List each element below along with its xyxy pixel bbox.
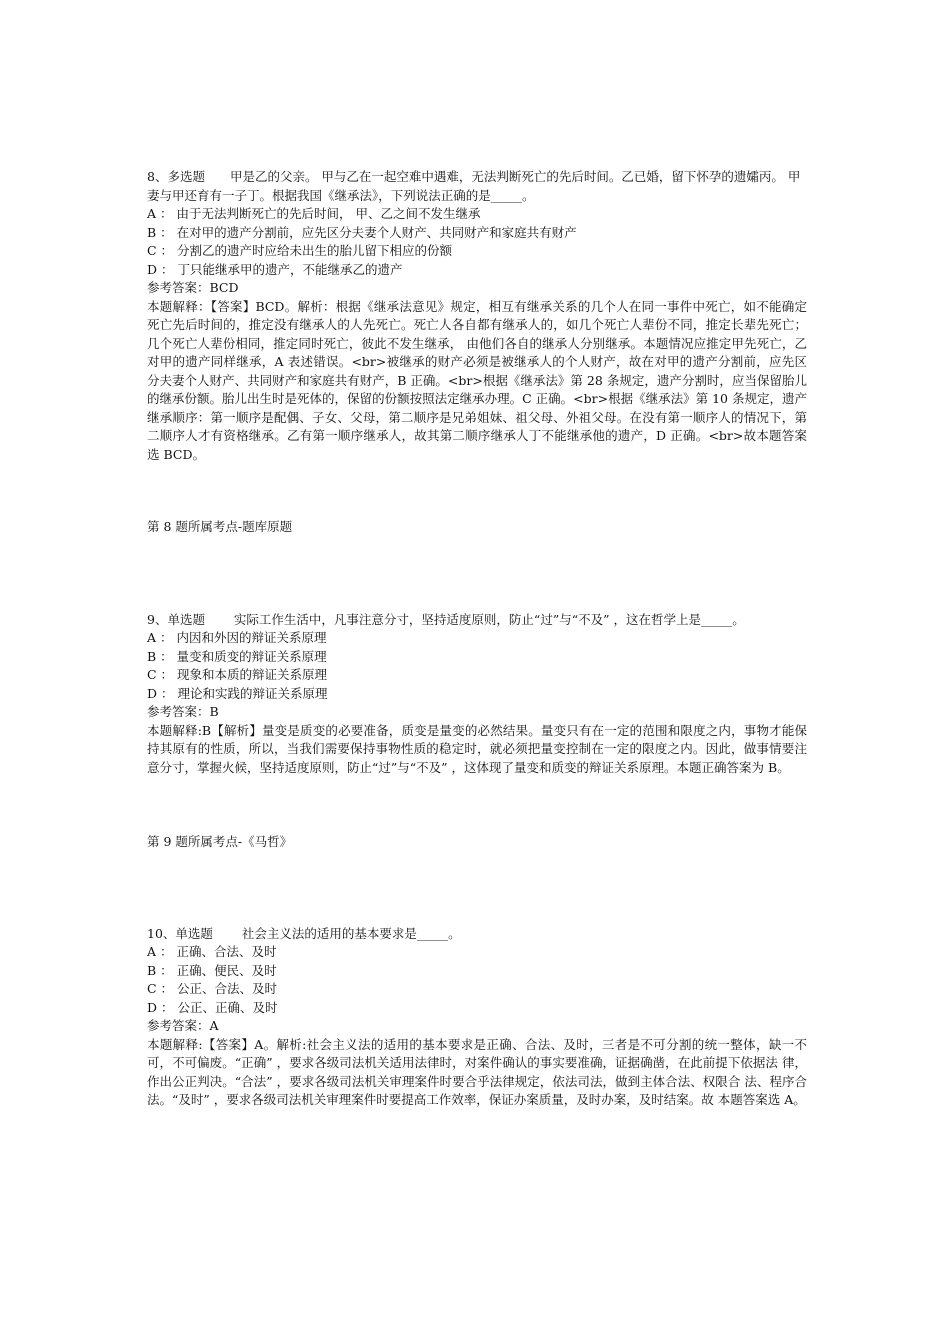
question-8: [147, 168, 807, 464]
question-10-option-d: D ： 公正、正确、及时: [147, 999, 278, 1015]
question-9-option-a: A ： 内因和外因的辩证关系原理: [147, 630, 327, 645]
question-8-knowledge-point: 第 8 题所属考点-题库原题: [147, 519, 293, 534]
question-10-option-c: C ： 公正、合法、及时: [147, 981, 278, 996]
question-10: [147, 925, 807, 1110]
question-8-option-c: C ： 分割乙的遗产时应给未出生的胎儿留下相应的份额: [147, 243, 453, 258]
question-10-option-a: A ： 正确、合法、及时: [147, 944, 277, 959]
spacer: [147, 537, 807, 611]
question-9-option-b: B ： 量变和质变的辩证关系原理: [147, 648, 327, 664]
question-10-answer: 参考答案：A: [147, 1018, 219, 1033]
question-9-option-d: D ： 理论和实践的辩证关系原理: [147, 685, 328, 701]
question-9-option-c: C ： 现象和本质的辩证关系原理: [147, 667, 328, 682]
question-8-header: 8、多选题 甲是乙的父亲。 甲与乙在一起空难中遇难，无法判断死亡的先后时间。乙已婚，留下怀孕的遗孀丙。 甲妻与甲还育有一子丁。根据我国《继承法》，下列说法正确的是_____。: [147, 169, 801, 203]
question-9-header: 9、单选题 实际工作生活中，凡事注意分寸，坚持适度原则，防止“过”与“不及” ，这在哲学上是_____。: [147, 611, 745, 627]
question-9-explanation: 本题解释:B【解析】量变是质变的必要准备，质变是量变的必然结果。量变只有在一定的范围和限度之内，事物才能保持其原有的性质，所以，当我们需要保持事物性质的稳定时，就必须把量变控制在一定的限度之内。因此，做事情要注意分寸，掌握火候，坚持适度原则，防止“过”与“不及” ，这体现了量变和质变的辩证关系原理。本题正确答案为 B。: [147, 722, 807, 775]
question-10-option-b: B ： 正确、便民、及时: [147, 962, 277, 978]
question-8-explanation: 本题解释：【答案】BCD。解析：根据《继承法意见》规定，相互有继承关系的几个人在同一事件中死亡，如不能确定死亡先后时间的，推定没有继承人的人先死亡。死亡人各自都有继承人的，如几个死亡人辈份不同，推定长辈先死亡；几个死亡人辈份相同，推定同时死亡，彼此不发生继承， 由他们各自的继承人分别继承。本题情况应推定甲先死亡，乙对甲的遗产同样继承，A 表述错误。<br>被继承的财产必须是被继承人的个人财产，故在对甲的遗产分割前，应先区分夫妻个人财产、共同财产和家庭共有财产，B 正确。<br>根据《继承法》第 28 条规定，遗产分割时，应当保留胎儿的继承份额。胎儿出生时是死体的，保留的份额按照法定继承办理。C 正确。<br>根据《继承法》第 10 条规定，遗产继承顺序：第一顺序是配偶、子女、父母，第二顺序是兄弟姐妹、祖父母、外祖父母。在没有第一顺序人的情况下，第二顺序人才有资格继承。乙有第一顺序继承人，故其第二顺序继承人丁不能继承他的遗产，D 正确。<br>故本题答案选 BCD。: [147, 298, 807, 462]
question-10-explanation: 本题解释:【答案】A。解析:社会主义法的适用的基本要求是正确、合法、及时，三者是不可分割的统一整体，缺一不 可，不可偏废。“正确” ，要求各级司法机关适用法律时，对案件确认的事实要准确，证据确凿，在此前提下依据法 律，作出公正判决。“合法” ，要求各级司法机关审理案件时要合乎法律规定，依法司法，做到主体合法、权限合 法、程序合法。“及时” ，要求各级司法机关审理案件时要提高工作效率，保证办案质量，及时办案，及时结案。故 本题答案选 A。: [147, 1036, 807, 1107]
question-8-option-d: D ： 丁只能继承甲的遗产，不能继承乙的遗产: [147, 261, 403, 277]
question-8-option-a: A ： 由于无法判断死亡的先后时间， 甲、乙之间不发生继承: [147, 206, 481, 221]
question-9-knowledge-point: 第 9 题所属考点-《马哲》: [147, 834, 293, 849]
question-9: [147, 611, 807, 778]
question-9-answer: 参考答案：B: [147, 704, 219, 719]
spacer: [147, 464, 807, 518]
document-page: [147, 168, 807, 1110]
question-10-header: 10、单选题 社会主义法的适用的基本要求是_____。: [147, 925, 461, 941]
question-8-option-b: B ： 在对甲的遗产分割前，应先区分夫妻个人财产、共同财产和家庭共有财产: [147, 224, 577, 240]
spacer: [147, 777, 807, 833]
question-8-answer: 参考答案：BCD: [147, 280, 239, 295]
spacer: [147, 852, 807, 925]
